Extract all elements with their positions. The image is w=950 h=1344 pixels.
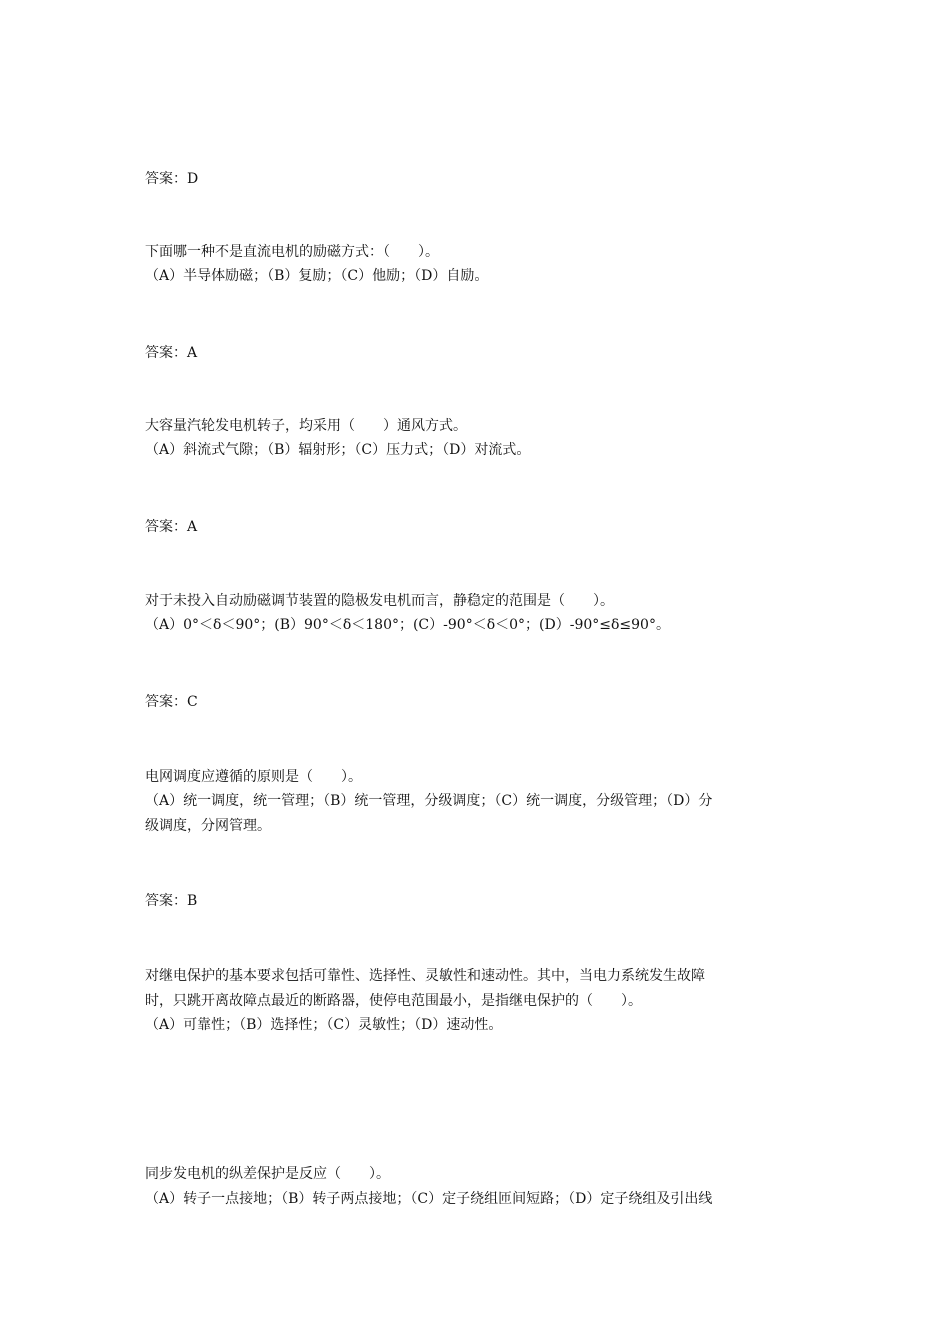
question-text-continued: 时，只跳开离故障点最近的断路器，使停电范围最小，是指继电保护的（ ）。 xyxy=(145,993,642,1009)
answer-text: 答案：A xyxy=(145,345,198,361)
question-text: 下面哪一种不是直流电机的励磁方式：（ ）。 xyxy=(145,244,439,260)
options-text: （A）可靠性；（B）选择性；（C）灵敏性；（D）速动性。 xyxy=(145,1017,503,1033)
options-text: （A）0°＜δ＜90°；(B）90°＜δ＜180°；(C）-90°＜δ＜0°；(D）-90°≤δ≤90°。 xyxy=(145,617,670,633)
question-text: 对于未投入自动励磁调节装置的隐极发电机而言，静稳定的范围是（ ）。 xyxy=(145,593,614,609)
answer-text: 答案：B xyxy=(145,893,198,909)
options-text: （A）斜流式气隙；（B）辐射形；（C）压力式；（D）对流式。 xyxy=(145,442,531,458)
options-text: （A）统一调度，统一管理；（B）统一管理，分级调度；（C）统一调度，分级管理；（D）分 xyxy=(145,793,713,809)
options-text: （A）转子一点接地；（B）转子两点接地；（C）定子绕组匝间短路；（D）定子绕组及引出线 xyxy=(145,1191,713,1207)
answer-text: 答案：D xyxy=(145,171,199,187)
answer-text: 答案：A xyxy=(145,519,198,535)
question-text: 电网调度应遵循的原则是（ ）。 xyxy=(145,769,362,785)
options-text: （A）半导体励磁；（B）复励；（C）他励；（D）自励。 xyxy=(145,268,489,284)
options-text-continued: 级调度，分网管理。 xyxy=(145,818,271,834)
question-text: 对继电保护的基本要求包括可靠性、选择性、灵敏性和速动性。其中，当电力系统发生故障 xyxy=(145,968,705,984)
question-text: 同步发电机的纵差保护是反应（ ）。 xyxy=(145,1166,390,1182)
question-text: 大容量汽轮发电机转子，均采用（ ）通风方式。 xyxy=(145,418,467,434)
answer-text: 答案：C xyxy=(145,694,198,710)
